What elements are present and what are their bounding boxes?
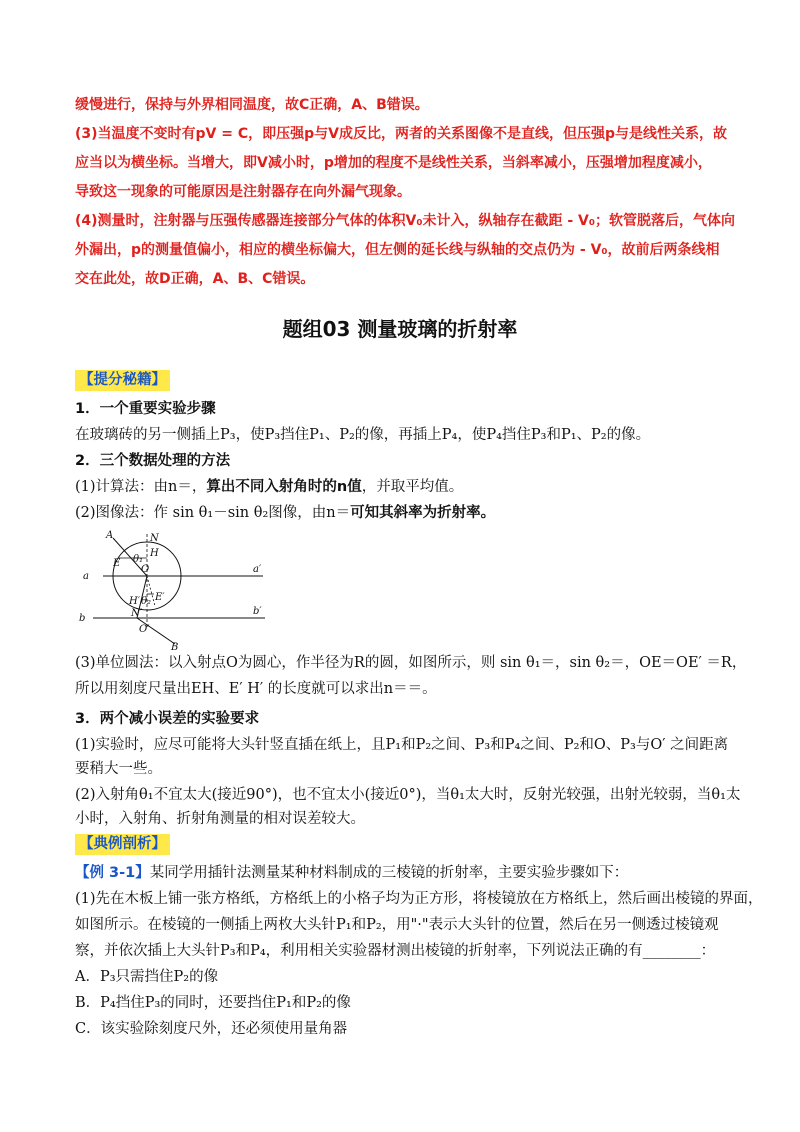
example-step1-line2: 如图所示。在棱镜的一侧插上两枚大头针P₁和P₂，用"·"表示大头针的位置，然后在另一侧透过棱镜观 [75,917,719,933]
unit-circle-method-2: 所以用刻度尺量出EH、E′ H′ 的长度就可以求出n＝＝。 [75,681,437,697]
label-N: N [150,533,159,544]
label-a: a [83,571,89,582]
option-c: C．该实验除刻度尺外，还必须使用量角器 [75,1021,348,1037]
answer-line-5: (4)测量时，注射器与压强传感器连接部分气体的体积V₀未计入，纵轴存在截距 - V₀；软管脱落后，气体向 [75,213,736,229]
unit-circle-method-1: (3)单位圆法：以入射点O为圆心，作半径为R的圆，如图所示，则 sin θ₁＝，sin θ₂＝，OE＝OE′ ＝R， [75,655,747,671]
answer-line-6: 外漏出，p的测量值偏小，相应的横坐标偏大，但左侧的延长线与纵轴的交点仍为 - V₀，故前后两条线相 [75,242,720,258]
label-a-prime: a′ [253,564,262,575]
label-b-prime: b′ [253,606,262,617]
req2-line1: (2)入射角θ₁不宜太大(接近90°)，也不宜太小(接近0°)，当θ₁太大时，反射光较强，出射光较弱，当θ₁太 [75,787,741,803]
label-H: H [150,548,159,559]
step2-heading: 2．三个数据处理的方法 [75,453,231,469]
answer-line-2: (3)当温度不变时有pV = C，即压强p与V成反比，两者的关系图像不是直线，但压强p与是线性关系，故 [75,126,728,142]
step3-heading: 3．两个减小误差的实验要求 [75,711,260,727]
req2-line2: 小时，入射角、折射角测量的相对误差较大。 [75,811,365,827]
option-a: A．P₃只需挡住P₂的像 [75,969,219,985]
example-intro: 【例 3-1】某同学用插针法测量某种材料制成的三棱镜的折射率，主要实验步骤如下： [75,865,629,881]
label-E-prime: E′ [155,592,165,603]
option-b: B．P₄挡住P₃的同时，还要挡住P₁和P₂的像 [75,995,351,1011]
example-step1-line3: 察，并依次插上大头针P₃和P₄，利用相关实验器材测出棱镜的折射率，下列说法正确的有________： [75,943,716,959]
step1-text: 在玻璃砖的另一侧插上P₃，使P₃挡住P₁、P₂的像，再插上P₄，使P₄挡住P₃和P₁、P₂的像。 [75,427,651,443]
label-A: A [106,530,114,541]
label-N-prime: N′ [131,608,143,619]
label-theta1: θ₁ [133,554,144,565]
graph-method: (2)图像法：作 sin θ₁－sin θ₂图像，由n＝可知其斜率为折射率。 [75,505,496,521]
label-O: O [141,564,150,575]
label-b: b [79,613,86,624]
answer-line-4: 导致这一现象的可能原因是注射器存在向外漏气现象。 [75,184,411,200]
step1-heading: 1．一个重要实验步骤 [75,401,216,417]
refraction-diagram [75,528,265,650]
label-O-prime: O′ [139,624,150,635]
req1-line2: 要稍大一些。 [75,761,162,777]
label-H-prime: H′ [129,596,140,607]
answer-line-1: 缓慢进行，保持与外界相同温度，故C正确，A、B错误。 [75,97,429,113]
tag-examples: 【典例剖析】 [75,834,170,855]
calc-method: (1)计算法：由n＝，算出不同入射角时的n值，并取平均值。 [75,479,464,495]
section-title: 题组03 测量玻璃的折射率 [282,317,518,341]
label-B: B [171,642,179,650]
label-E: E [113,558,121,569]
answer-line-7: 交在此处，故D正确，A、B、C错误。 [75,271,315,287]
example-step1-line1: (1)先在木板上铺一张方格纸，方格纸上的小格子均为正方形，将棱镜放在方格纸上，然后画出棱镜的界面， [75,891,763,907]
tag-secrets: 【提分秘籍】 [75,370,170,391]
req1-line1: (1)实验时，应尽可能将大头针竖直插在纸上，且P₁和P₂之间、P₃和P₄之间、P₂和O、P₃与O′ 之间距离 [75,737,729,753]
label-theta2: θ₂ [141,596,152,607]
answer-line-3: 应当以为横坐标。当增大，即V减小时，p增加的程度不是线性关系，当斜率减小，压强增加程度减小， [75,155,712,171]
